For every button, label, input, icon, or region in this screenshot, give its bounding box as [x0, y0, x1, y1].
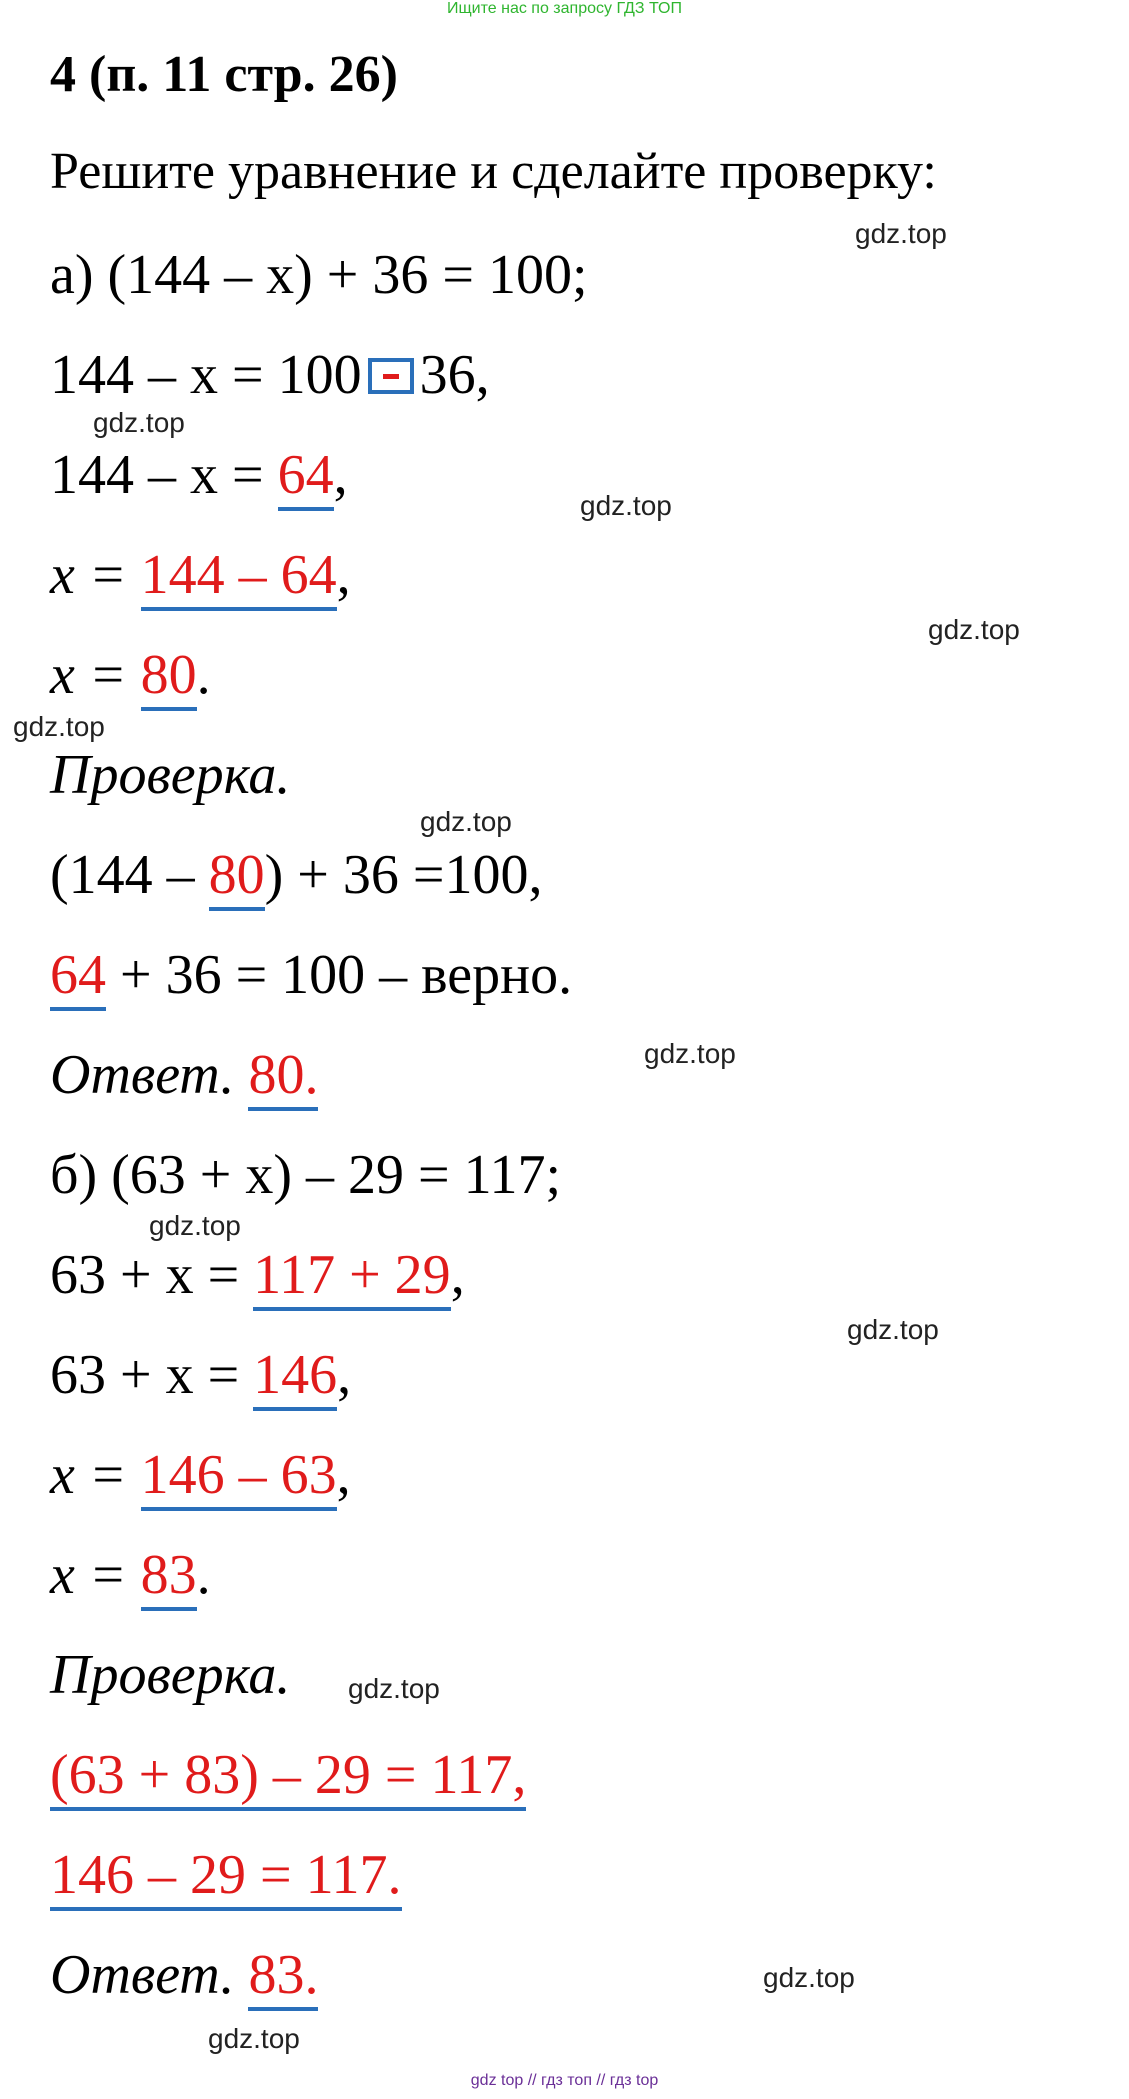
- watermark: gdz.top: [93, 407, 185, 438]
- step-left: x =: [50, 544, 127, 606]
- watermark: gdz.top: [208, 2023, 300, 2054]
- exercise-title: 4 (п. 11 стр. 26): [50, 46, 398, 103]
- check-open: (144 –: [50, 844, 195, 906]
- equation-a-step-2: 144 – x = 64,: [50, 443, 348, 507]
- task-statement: Решите уравнение и сделайте проверку:: [50, 143, 937, 200]
- check-label-a: Проверка.: [50, 744, 291, 806]
- watermark: gdz.top: [348, 1673, 440, 1704]
- equation-b-step-4: x = 83.: [50, 1543, 211, 1607]
- watermark: gdz.top: [644, 1038, 736, 1069]
- check-b-line-2: [50, 1843, 402, 1907]
- watermark: gdz.top: [928, 614, 1020, 645]
- filled-answer: (63 + 83) – 29 = 117,: [50, 1744, 526, 1811]
- step-left: 63 + x =: [50, 1244, 240, 1306]
- equation-b-step-2: 63 + x = 146,: [50, 1343, 351, 1407]
- check-b-line-1: [50, 1743, 526, 1807]
- step-left: x =: [50, 1544, 127, 1606]
- filled-answer: 146: [253, 1344, 337, 1411]
- watermark: gdz.top: [763, 1962, 855, 1993]
- step-left: x =: [50, 644, 127, 706]
- step-left: x =: [50, 1444, 127, 1506]
- equation-b-text: б) (63 + x) – 29 = 117;: [50, 1144, 562, 1206]
- check-rest: ) + 36 =100,: [264, 844, 543, 906]
- equation-b-step-3: x = 146 – 63,: [50, 1443, 351, 1507]
- answer-value: 83.: [248, 1944, 318, 2011]
- equation-a-text: а) (144 – x) + 36 = 100;: [50, 244, 588, 306]
- equation-a-step-1: [50, 343, 490, 407]
- equation-b-step-1: 63 + x = 117 + 29,: [50, 1243, 465, 1307]
- check-a-line-2: [50, 943, 572, 1007]
- filled-answer: 146 – 63: [141, 1444, 337, 1511]
- check-a-line-1: [50, 843, 542, 907]
- filled-answer: 117 + 29: [253, 1244, 451, 1311]
- filled-answer: 64: [278, 444, 334, 511]
- watermark: gdz.top: [420, 806, 512, 837]
- answer-label: Ответ.: [50, 1044, 235, 1106]
- watermark: gdz.top: [13, 711, 105, 742]
- filled-answer: 80: [209, 844, 265, 911]
- step-right: 36,: [419, 344, 490, 406]
- equation-a: [50, 243, 588, 307]
- check-rest: + 36 = 100 – верно.: [120, 944, 573, 1006]
- watermark: gdz.top: [855, 218, 947, 249]
- step-left: 63 + x =: [50, 1344, 240, 1406]
- top-banner: Ищите нас по запросу ГДЗ ТОП: [447, 0, 682, 17]
- filled-answer: 64: [50, 944, 106, 1011]
- operator-box: [368, 358, 414, 394]
- equation-a-step-3: x = 144 – 64,: [50, 543, 351, 607]
- watermark: gdz.top: [847, 1314, 939, 1345]
- answer-value: 80.: [248, 1044, 318, 1111]
- minus-sign-mark: [383, 374, 399, 379]
- watermark: gdz.top: [149, 1210, 241, 1241]
- filled-answer: 144 – 64: [141, 544, 337, 611]
- filled-answer: 146 – 29 = 117.: [50, 1844, 402, 1911]
- equation-a-step-4: x = 80.: [50, 643, 211, 707]
- answer-label: Ответ.: [50, 1944, 235, 2006]
- answer-b: [50, 1943, 318, 2007]
- footer-links: gdz top // гдз топ // гдз top: [470, 2072, 659, 2089]
- step-left: 144 – x =: [50, 444, 264, 506]
- answer-a: [50, 1043, 318, 1107]
- watermark: gdz.top: [580, 490, 672, 521]
- filled-answer: 80: [141, 644, 197, 711]
- equation-b: [50, 1143, 561, 1207]
- filled-answer: 83: [141, 1544, 197, 1611]
- check-label-b: Проверка.: [50, 1644, 291, 1706]
- step-left: 144 – x = 100: [50, 344, 362, 406]
